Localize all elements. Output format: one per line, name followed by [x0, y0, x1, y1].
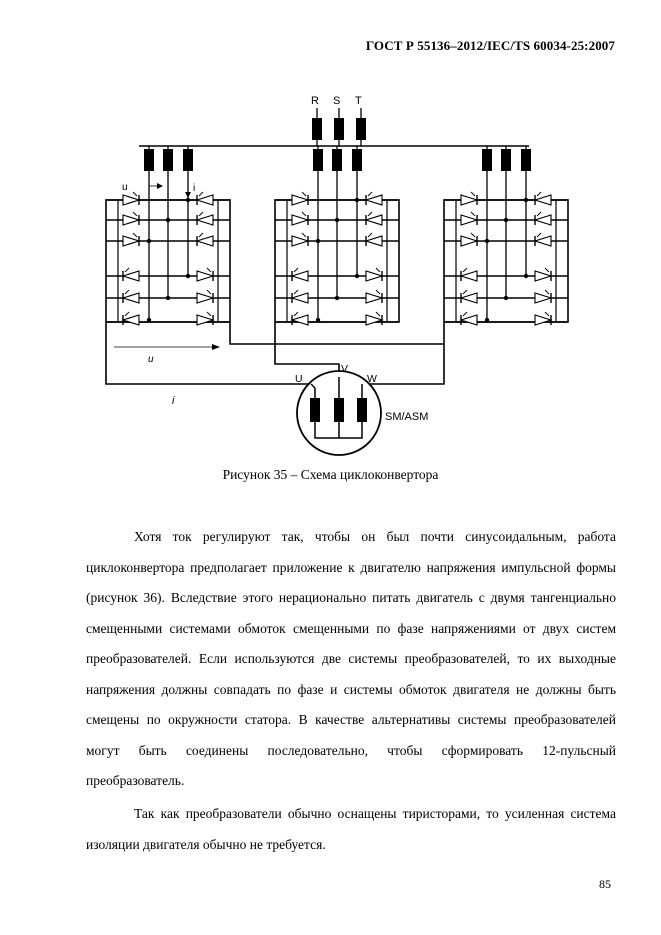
terminal-W: W	[367, 373, 377, 385]
converter-groups	[106, 146, 568, 325]
paragraph-2: Так как преобразователи обычно оснащены тиристорами, то усиленная система изоляции двигателя обычно не требуется.	[86, 806, 616, 852]
label-T: T	[355, 95, 362, 107]
inner-i-arrow	[185, 183, 191, 198]
converter-group-1	[106, 146, 230, 325]
converter-group-3	[444, 146, 568, 325]
supply-transformer	[312, 118, 366, 140]
terminal-U: U	[295, 373, 303, 385]
terminal-V: V	[341, 363, 349, 375]
motor-label: SM/ASM	[385, 411, 429, 423]
document-header: ГОСТ Р 55136–2012/IEC/TS 60034-25:2007	[365, 38, 615, 53]
motor-windings	[310, 398, 367, 422]
label-R: R	[311, 95, 319, 107]
inner-u-label: u	[122, 182, 128, 193]
label-S: S	[333, 95, 341, 107]
converter-group-2	[275, 146, 399, 325]
figure-caption: Рисунок 35 – Схема циклоконвертора	[222, 467, 439, 482]
inner-i-label: i	[193, 183, 196, 194]
voltage-label: u	[148, 354, 154, 365]
voltage-arrow	[114, 344, 220, 350]
current-label: i	[172, 395, 175, 407]
inner-u-arrow	[149, 183, 163, 189]
paragraph-1: Хотя ток регулируют так, чтобы он был почти синусоидальным, работа циклоконвертора предполагает приложение к двигателю напряжения импульсной формы (рисунок 36). Вследствие этого нерационально питать двигатель с двумя тангенциально смещенными системами обмоток смещенными по фазе напряжениями от двух систем преобразователей. Если используются две системы преобразователей, то их выходные напряжения должны совпадать по фазе и системы обмоток двигателя не должны быть смещены по окружности статора. В качестве альтернативы системы преобразователей могут быть соединены последовательно, чтобы сформировать 12-пульсный преобразователь.	[86, 529, 616, 788]
output-wiring	[106, 322, 444, 384]
page-number: 85	[599, 877, 611, 891]
